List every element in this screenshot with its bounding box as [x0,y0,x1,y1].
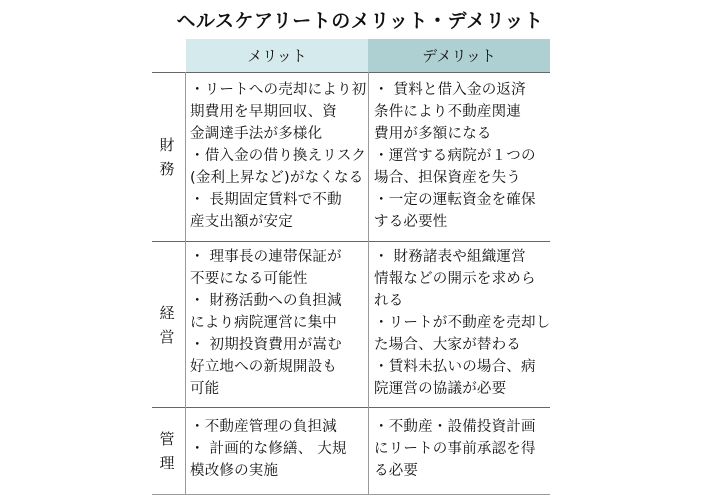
cell-line: ・ 長期固定賃料で不動 [190,192,342,208]
page-title: ヘルスケアリートのメリット・デメリット [176,10,544,32]
row-label-char: 財 [159,136,175,154]
cell-administration-demerit [374,416,550,482]
cell-finance-demerit [374,79,550,233]
cell-line: 金調達手法が多様化 [190,126,323,142]
cell-line: 院運営の協議が必要 [374,381,507,397]
cell-line: により病院運営に集中 [190,315,337,331]
cell-line: 好立地への新規開設も [190,359,337,375]
row-divider-finance [152,241,550,242]
comparison-table [152,39,550,495]
cell-line: 模改修の実施 [190,463,279,479]
cell-line: れる [374,293,404,309]
column-header-demerit: デメリット [368,39,550,72]
cell-line: ・賃料未払いの場合、病 [374,359,536,375]
row-label-char: 務 [159,160,175,178]
cell-management-merit [190,246,368,400]
row-label-char: 経 [159,303,175,322]
cell-line: ・ 計画的な修繕、 大規 [190,441,347,457]
cell-line: 期費用を早期回収、資 [190,104,337,120]
cell-line: 情報などの開示を求めら [374,271,536,287]
cell-line: (金利上昇など)がなくなる [190,170,364,186]
cell-line: ・ 賃料と借入金の返済 [374,82,526,98]
column-header-merit: メリット [186,39,368,72]
cell-line: ・リートが不動産を売却し [374,315,551,331]
row-label-management [152,242,182,407]
cell-line: ・一定の運転資金を確保 [374,192,536,208]
cell-line: 条件により不動産関連 [374,104,521,120]
row-label-char: 管 [159,430,175,448]
cell-line: ・借入金の借り換えリスク [190,148,367,164]
cell-management-demerit [374,246,550,400]
cell-line: 場合、担保資産を失う [374,170,521,186]
cell-line: ・ 理事長の連帯保証が [190,249,342,265]
cell-line: にリートの事前承認を得 [374,441,536,457]
cell-line: ・運営する病院が１つの [374,148,536,164]
row-label-administration [152,408,182,494]
cell-line: ・ 初期投資費用が嵩む [190,337,342,353]
cell-line: ・不動産管理の負担減 [190,419,337,435]
cell-line: た場合、大家が替わる [374,337,521,353]
cell-line: する必要性 [374,214,448,230]
merit-demerit-divider [368,72,369,494]
row-label-finance [152,73,182,241]
cell-line: ・リートへの売却により初 [190,82,367,98]
table-bottom-border [152,494,550,495]
cell-line: る必要 [374,463,419,479]
cell-line: 費用が多額になる [374,126,492,142]
cell-administration-merit [190,416,368,482]
row-divider-management [152,407,550,408]
cell-line: 産支出額が安定 [190,214,293,230]
cell-finance-merit [190,79,368,233]
cell-line: 不要になる可能性 [190,271,308,287]
label-column-divider [185,72,186,494]
header-divider [152,72,550,73]
row-label-char: 理 [159,454,175,472]
cell-line: ・不動産・設備投資計画 [374,419,536,435]
cell-line: 可能 [190,381,220,397]
row-label-char: 営 [159,327,175,346]
cell-line: ・ 財務諸表や組織運営 [374,249,526,265]
cell-line: ・ 財務活動への負担減 [190,293,342,309]
